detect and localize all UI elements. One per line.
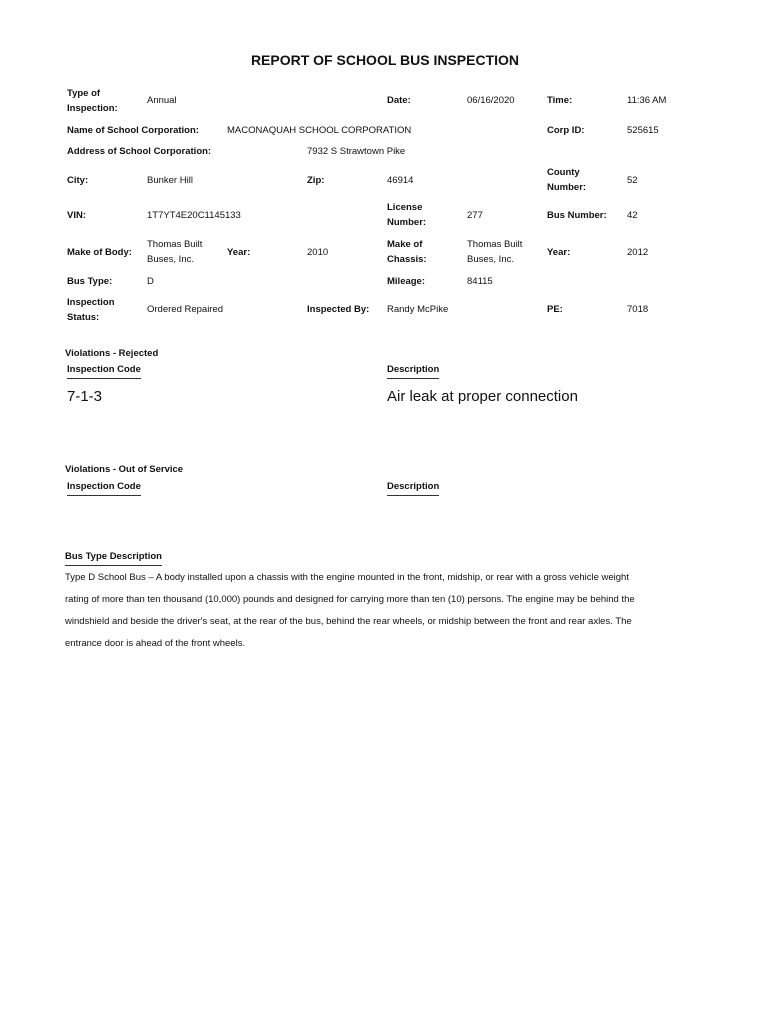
vin-label: VIN: [67,210,86,221]
violations-oos-desc-header: Description [387,479,439,496]
inspection-status-label-line1: Inspection [67,297,115,308]
bus-number-label: Bus Number: [547,210,607,221]
county-number-value: 52 [627,175,638,186]
violations-rejected-heading: Violations - Rejected [65,348,159,359]
bus-type-description-line2: rating of more than ten thousand (10,000) pounds and designed for carrying more than ten (10) persons. The engine may be behind the [65,594,635,605]
type-of-inspection-label [67,86,118,116]
city-value: Bunker Hill [147,175,193,186]
pe-label: PE: [547,304,563,315]
year-chassis-label: Year: [547,247,571,258]
license-number-label-line2: Number: [387,217,427,228]
make-of-body-value-line1: Thomas Built [147,239,203,250]
city-label: City: [67,175,89,186]
make-of-chassis-label-line1: Make of [387,239,423,250]
inspected-by-value: Randy McPike [387,304,449,315]
inspected-by-label: Inspected By: [307,304,370,315]
report-title: REPORT OF SCHOOL BUS INSPECTION [250,52,520,68]
bus-type-label: Bus Type: [67,276,113,287]
county-number-label [547,165,586,195]
time-label: Time: [547,95,573,106]
type-of-inspection-label-line1: Type of [67,88,101,99]
make-of-chassis-label-line2: Chassis: [387,254,427,265]
zip-value: 46914 [387,175,414,186]
type-of-inspection-value: Annual [147,95,177,106]
bus-type-description-line3: windshield and beside the driver's seat, at the rear of the bus, behind the rear wheels, or midship between the front and rear axles. The [65,616,632,627]
license-number-value: 277 [467,210,483,221]
make-of-chassis-value-line1: Thomas Built [467,239,523,250]
violation-rejected-code: 7-1-3 [67,388,103,405]
bus-number-value: 42 [627,210,638,221]
year-body-label: Year: [227,247,251,258]
corp-id-value: 525615 [627,125,659,136]
date-value: 06/16/2020 [467,95,515,106]
mileage-value: 84115 [467,276,493,287]
time-value: 11:36 AM [627,95,667,106]
license-number-label [387,200,426,230]
violations-rejected-code-header: Inspection Code [67,362,141,379]
bus-type-description-line1: Type D School Bus – A body installed upon a chassis with the engine mounted in the front, midship, or rear with a gross vehicle weight [65,572,629,583]
bus-type-value: D [147,276,154,287]
zip-label: Zip: [307,175,325,186]
address-value: 7932 S Strawtown Pike [307,146,406,157]
violations-rejected-desc-header: Description [387,362,439,379]
bus-type-description-text [65,567,705,655]
type-of-inspection-label-line2: Inspection: [67,103,118,114]
county-number-label-line2: Number: [547,182,587,193]
corp-id-label: Corp ID: [547,125,585,136]
bus-type-description-heading: Bus Type Description [65,549,162,566]
make-of-body-value [147,237,202,267]
year-chassis-value: 2012 [627,247,649,258]
violation-rejected-description: Air leak at proper connection [387,388,578,405]
vin-value: 1T7YT4E20C1145133 [147,210,241,221]
year-body-value: 2010 [307,247,329,258]
county-number-label-line1: County [547,167,580,178]
inspection-status-label [67,295,115,325]
pe-value: 7018 [627,304,649,315]
bus-type-description-line4: entrance door is ahead of the front wheels. [65,638,246,649]
violations-oos-code-header: Inspection Code [67,479,141,496]
make-of-chassis-label [387,237,427,267]
inspection-status-label-line2: Status: [67,312,100,323]
school-corp-value: MACONAQUAH SCHOOL CORPORATION [227,125,412,136]
make-of-chassis-value [467,237,522,267]
school-corp-label: Name of School Corporation: [67,125,199,136]
violations-out-of-service-heading: Violations - Out of Service [65,464,184,475]
inspection-status-value: Ordered Repaired [147,304,224,315]
license-number-label-line1: License [387,202,423,213]
make-of-chassis-value-line2: Buses, Inc. [467,254,514,265]
address-label: Address of School Corporation: [67,146,212,157]
date-label: Date: [387,95,411,106]
mileage-label: Mileage: [387,276,426,287]
make-of-body-value-line2: Buses, Inc. [147,254,194,265]
make-of-body-label: Make of Body: [67,247,132,258]
